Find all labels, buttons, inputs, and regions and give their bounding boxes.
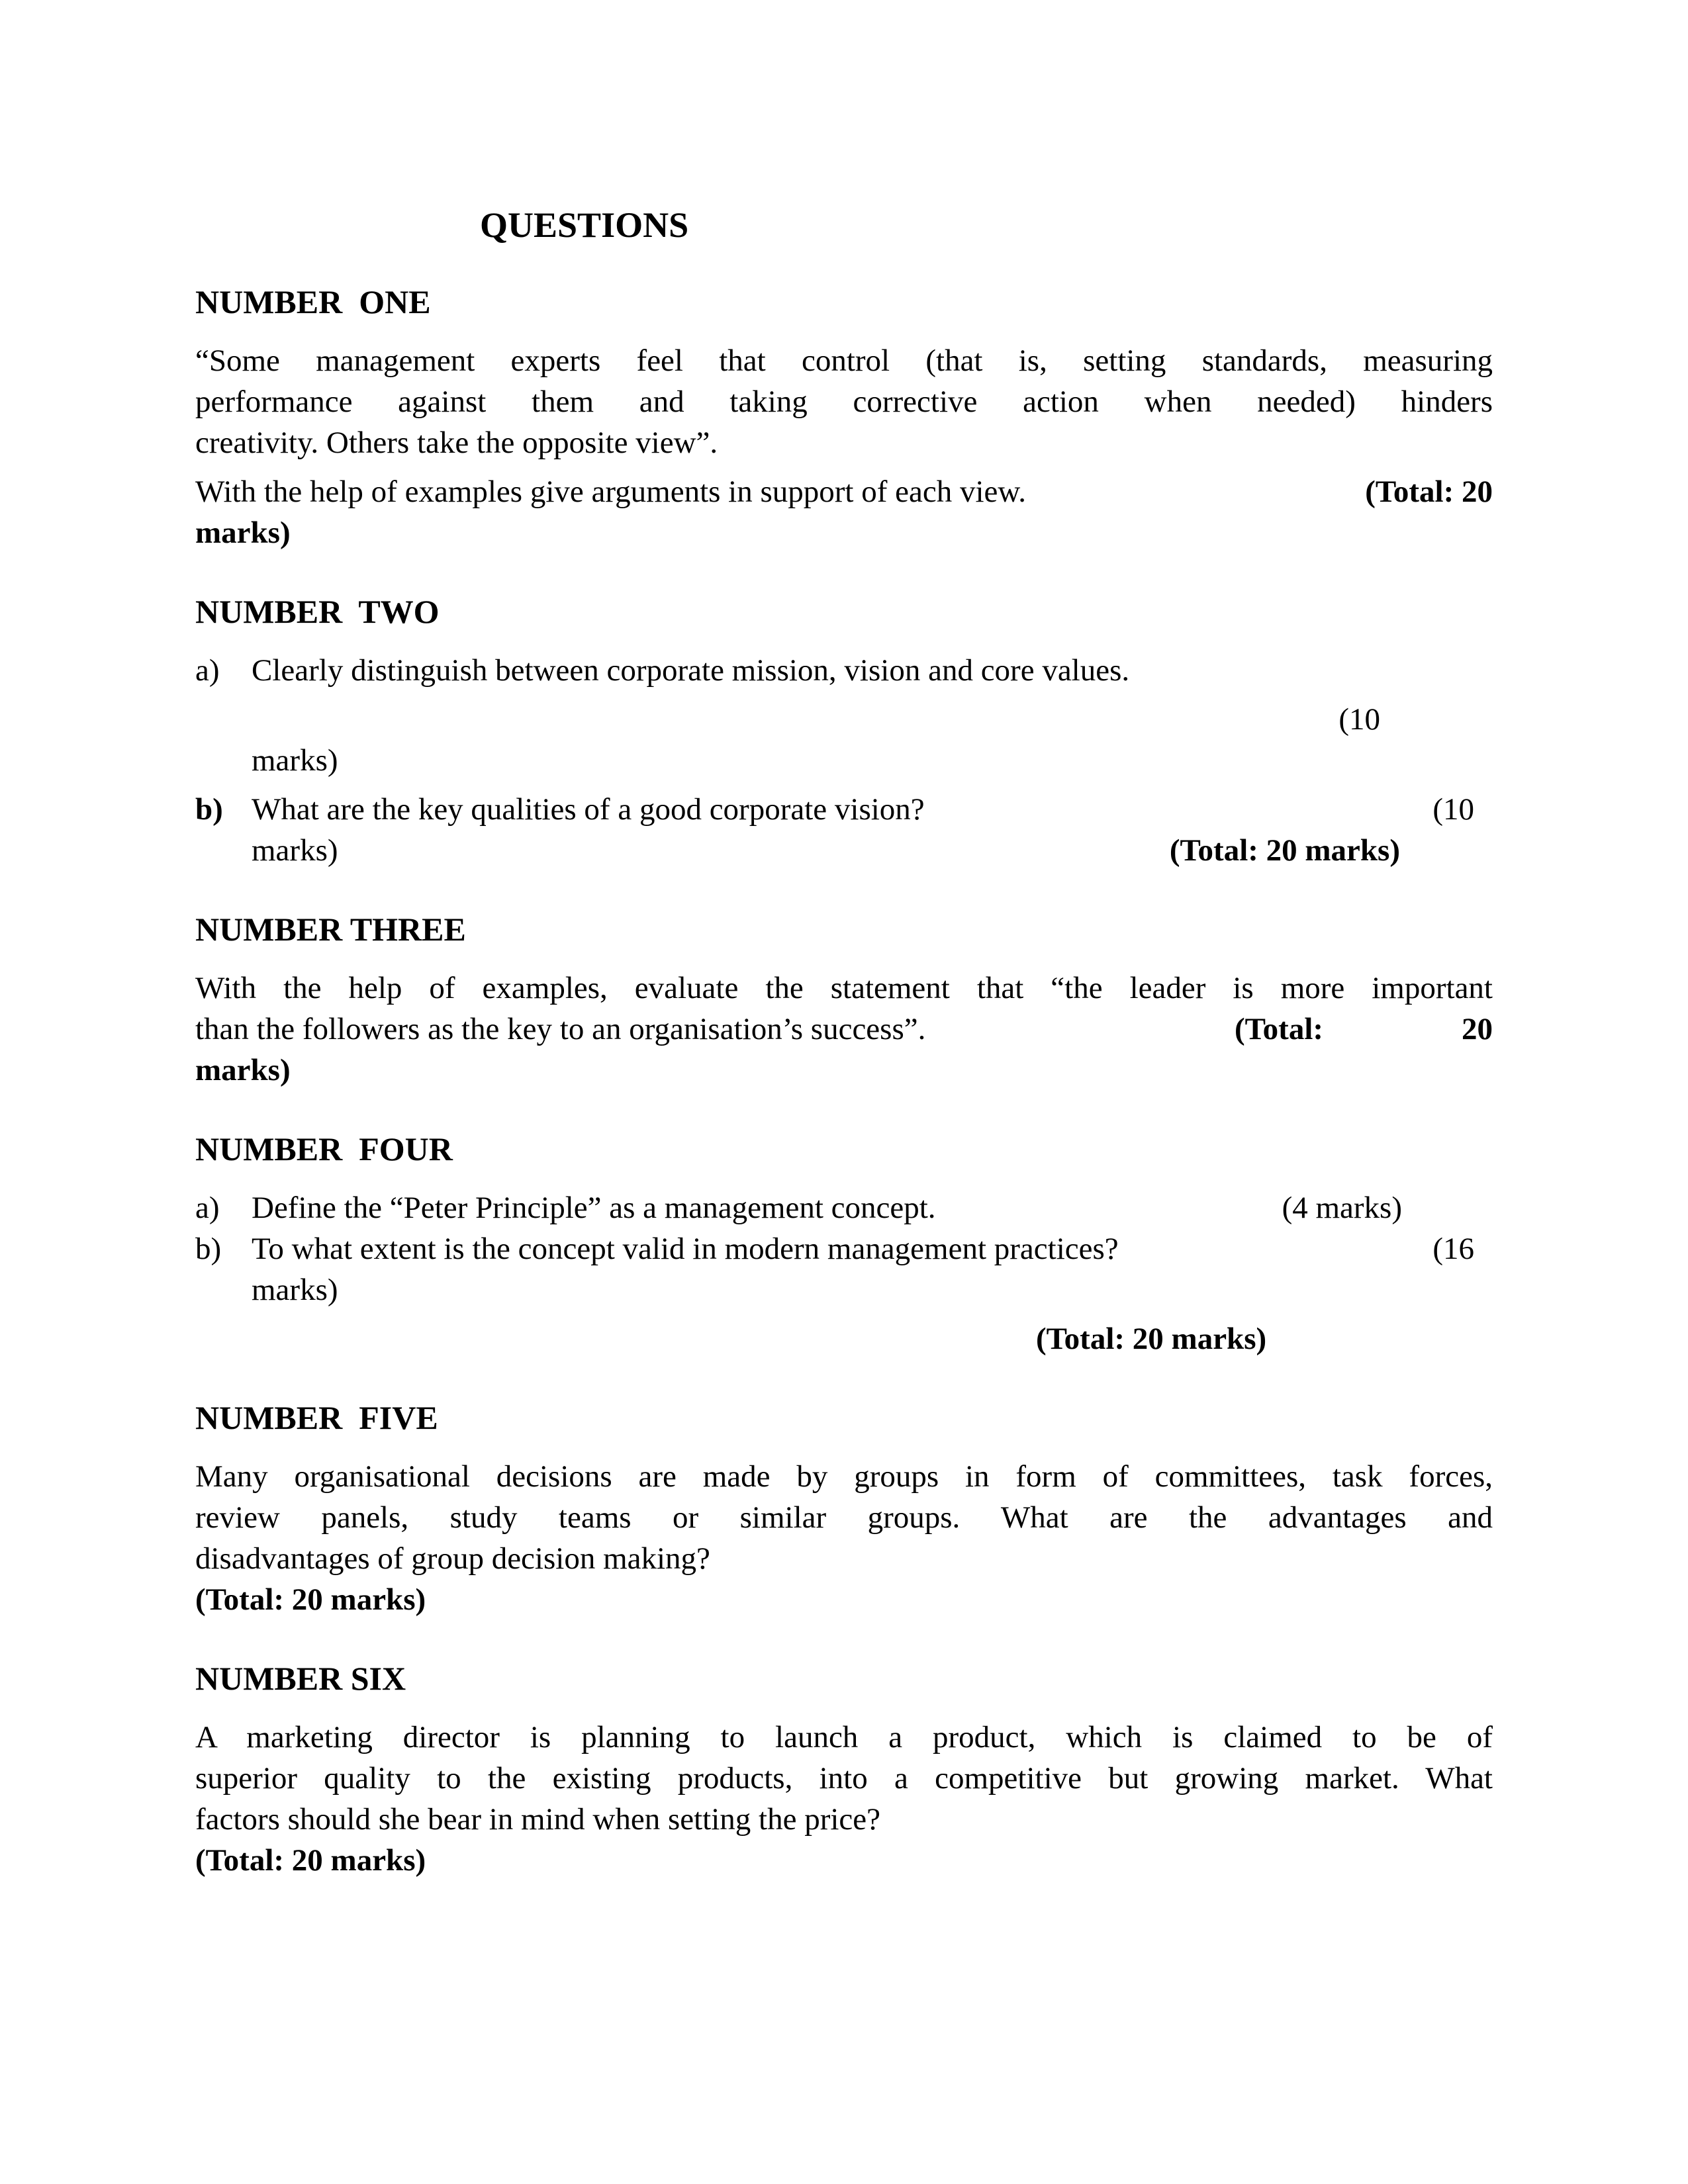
- question-three-section: [195, 911, 1493, 1091]
- question-one-section: [195, 283, 1493, 553]
- question-two-heading: NUMBER TWO: [195, 593, 440, 630]
- question-five-line3: disadvantages of group decision making?: [195, 1541, 710, 1576]
- question-three-line2: [195, 1009, 1493, 1050]
- item-a-text: Define the “Peter Principle” as a management concept.: [252, 1191, 936, 1225]
- question-four-b-marks-close-line: [252, 1269, 1493, 1310]
- question-one-para1-line2: performance against them and taking corrective action when needed) hinders: [195, 385, 1493, 419]
- question-six-line1: A marketing director is planning to launch a product, which is claimed to be of: [195, 1720, 1493, 1754]
- question-one-total-wrap: marks): [195, 516, 291, 550]
- question-one-para1-line1: “Some management experts feel that control (that is, setting standards, measuring: [195, 343, 1493, 378]
- item-a-marks-close: marks): [252, 743, 338, 778]
- question-two-item-b: [195, 789, 1493, 830]
- question-four-total-line: [195, 1318, 1493, 1359]
- item-b-marks-close: marks): [252, 1273, 338, 1307]
- question-two-total: (Total: 20 marks): [1169, 833, 1400, 868]
- question-one-total-open: (Total: 20: [1365, 475, 1493, 509]
- question-five-section: [195, 1399, 1493, 1620]
- item-a-label: a): [195, 1191, 220, 1225]
- item-b-marks-open: (16: [1432, 1232, 1474, 1266]
- page-title: QUESTIONS: [480, 205, 689, 245]
- item-b-marks-open: (10: [1432, 792, 1474, 827]
- question-two-b-total-line: [252, 830, 1493, 871]
- question-four-item-b: [195, 1228, 1493, 1269]
- question-four-item-a: [195, 1187, 1493, 1228]
- question-three-total-num: 20: [1462, 1012, 1493, 1046]
- question-six-total-line: [195, 1840, 1493, 1881]
- question-three-total-wrap: marks): [195, 1053, 291, 1087]
- question-six-line3: factors should she bear in mind when setting the price?: [195, 1802, 881, 1837]
- question-two-item-a: [195, 650, 1493, 691]
- question-three-total-wrap-line: [195, 1050, 1493, 1091]
- question-five-heading: NUMBER FIVE: [195, 1399, 438, 1436]
- item-a-label: a): [195, 653, 220, 688]
- question-four-heading: NUMBER FOUR: [195, 1130, 453, 1167]
- question-two-a-marks-open-line: [195, 699, 1493, 740]
- item-a-marks: (4 marks): [1282, 1191, 1402, 1225]
- item-b-text: What are the key qualities of a good corporate vision?: [252, 792, 925, 827]
- question-two-a-marks-close-line: [252, 740, 1493, 781]
- question-three-line2-text: than the followers as the key to an organisation’s success”.: [195, 1012, 926, 1046]
- question-six-line2: superior quality to the existing products, into a competitive but growing market. What: [195, 1761, 1493, 1796]
- question-six-section: [195, 1660, 1493, 1881]
- question-five-line2: review panels, study teams or similar groups. What are the advantages and: [195, 1500, 1493, 1535]
- question-one-total-wrap-line: [195, 512, 1493, 553]
- question-one-para2-line1: [195, 471, 1493, 512]
- question-six-total: (Total: 20 marks): [195, 1843, 426, 1878]
- item-b-text: To what extent is the concept valid in modern management practices?: [252, 1232, 1119, 1266]
- question-four-total: (Total: 20 marks): [1036, 1322, 1267, 1356]
- item-b-label: b): [195, 1232, 222, 1266]
- item-a-text: Clearly distinguish between corporate mission, vision and core values.: [252, 653, 1130, 688]
- question-six-heading: NUMBER SIX: [195, 1660, 406, 1697]
- item-a-marks-open: (10: [1338, 702, 1380, 737]
- question-one-para1-line3: creativity. Others take the opposite view”.: [195, 426, 718, 460]
- question-two-section: [195, 593, 1493, 871]
- question-five-total-line: [195, 1579, 1493, 1620]
- question-three-total-open: (Total:: [1235, 1012, 1324, 1046]
- question-three-heading: NUMBER THREE: [195, 911, 466, 948]
- item-b-label: b): [195, 792, 223, 827]
- question-one-task-text: With the help of examples give arguments in support of each view.: [195, 475, 1027, 509]
- question-five-total: (Total: 20 marks): [195, 1582, 426, 1617]
- question-one-heading: NUMBER ONE: [195, 283, 431, 320]
- question-five-line1: Many organisational decisions are made by groups in form of committees, task forces,: [195, 1459, 1493, 1494]
- item-b-marks-close: marks): [252, 833, 338, 868]
- question-three-line1: With the help of examples, evaluate the statement that “the leader is more important: [195, 971, 1493, 1005]
- question-four-section: [195, 1130, 1493, 1359]
